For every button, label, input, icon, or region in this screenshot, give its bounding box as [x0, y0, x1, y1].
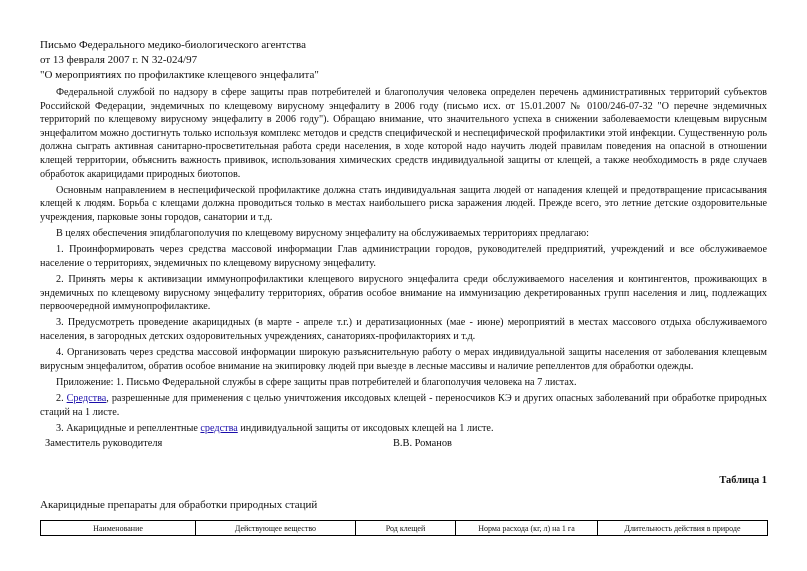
appendix-3 — [40, 422, 767, 436]
column-header-consumption-rate: Норма расхода (кг, л) на 1 га — [456, 521, 598, 536]
appendix-2 — [40, 392, 767, 419]
paragraph-main-direction: Основным направлением в неспецифической профилактике должна стать индивидуальная защита людей от нападения клещей и предотвращение присасывания клещей к людям. Борьба с клещами должна проводиться только в местах наибольшего риска заражения людей. Прежде всего, это летние детские оздоровительные учреждения, парковые зоны городов, санатории и т.д. — [40, 184, 767, 223]
appendix-3-text: индивидуальной защиты от иксодовых клещей на 1 листе. — [237, 423, 494, 434]
column-header-tick-genus: Род клещей — [356, 521, 456, 536]
signature-name: В.В. Романов — [393, 438, 452, 449]
document-body — [40, 86, 767, 438]
table-caption: Акарицидные препараты для обработки природных стаций — [40, 499, 318, 511]
column-header-name: Наименование — [41, 521, 196, 536]
acaricides-table — [40, 520, 768, 536]
list-item-4: 4. Организовать через средства массовой информации широкую разъяснительную работу о мерах индивидуальной защиты населения от заболевания клещевым вирусным энцефалитом, обратив особое внимание на экипировку людей при выезде в лесные массивы и наличие репеллентов для обработки одежды. — [40, 347, 767, 372]
appendix-2-prefix: 2. — [56, 393, 67, 405]
paragraph-proposal: В целях обеспечения эпидблагополучия по клещевому вирусному энцефалиту на обслуживаемых территориях предлагаю: — [56, 228, 589, 240]
appendix-3-prefix: 3. Акарицидные и репеллентные — [56, 423, 201, 434]
column-header-active-substance: Действующее вещество — [196, 521, 356, 536]
list-item-2: 2. Принять меры к активизации иммунопрофилактики клещевого вирусного энцефалита среди обслуживаемого населения и контингентов, проживающих в эндемичных по клещевому вирусному энцефалиту территориях, обратив особое внимание на иммунизацию декретированных групп населения и лиц, подлежащих первоочередной иммунопрофилактике. — [40, 274, 767, 313]
appendix-2-link[interactable]: Средства — [66, 393, 107, 405]
column-header-duration: Длительность действия в природе — [598, 521, 768, 536]
header-line-agency: Письмо Федерального медико-биологического агентства — [40, 39, 306, 51]
paragraph-intro: Федеральной службой по надзору в сфере защиты прав потребителей и благополучия человека определен перечень административных территорий субъектов Российской Федерации, эндемичных по клещевому вирусному энцефалиту в 2006 году (письмо исх. от 15.01.2007 № 0100/246-07-32 "О перечне эндемичных территорий по клещевому вирусному энцефалиту в 2006 году"). Обращаю внимание, что значительного успеха в снижении заболеваемости клещевым вирусным энцефалитом можно достигнуть только используя комплекс методов и средств специфической и неспецифической профилактики этой инфекции. Существенную роль должна сыграть активная санитарно-просветительная работа среди населения, в ходе которой надо научить людей правилам поведения на опасной в отношении клещей территории, объяснить важность прививок, использования химических средств индивидуальной защиты от клещей, а также необходимость в ряде случаев обработок акарицидами природных биотопов. — [40, 87, 767, 180]
appendix-3-link[interactable]: средства — [200, 423, 238, 434]
appendix-2-text: , разрешенные для применения с целью уничтожения иксодовых клещей - переносчиков КЭ и других опасных заболеваний при обработке природных стаций на 1 листе. — [40, 393, 768, 418]
header-line-title: "О мероприятиях по профилактике клещевого энцефалита" — [40, 69, 319, 81]
table-label: Таблица 1 — [719, 475, 767, 486]
header-line-date-number: от 13 февраля 2007 г. N 32-024/97 — [40, 54, 198, 66]
list-item-1: 1. Проинформировать через средства массовой информации Глав администрации городов, руководителей предприятий, учреждений и все обслуживаемое население о территориях, эндемичных по клещевому вирусному энцефалиту. — [40, 244, 767, 269]
list-item-3: 3. Предусмотреть проведение акарицидных (в марте - апреле т.г.) и дератизационных (мае - июне) мероприятий в местах массового отдыха обслуживаемого населения, в загородных детских оздоровительных учреждениях, санаториях-профилакториях и т.д. — [40, 317, 767, 343]
document-header — [40, 38, 319, 83]
table-header-row — [41, 521, 768, 536]
signature-position: Заместитель руководителя — [45, 438, 163, 449]
appendix-1: Приложение: 1. Письмо Федеральной службы в сфере защиты прав потребителей и благополучия человека на 7 листах. — [56, 377, 577, 389]
